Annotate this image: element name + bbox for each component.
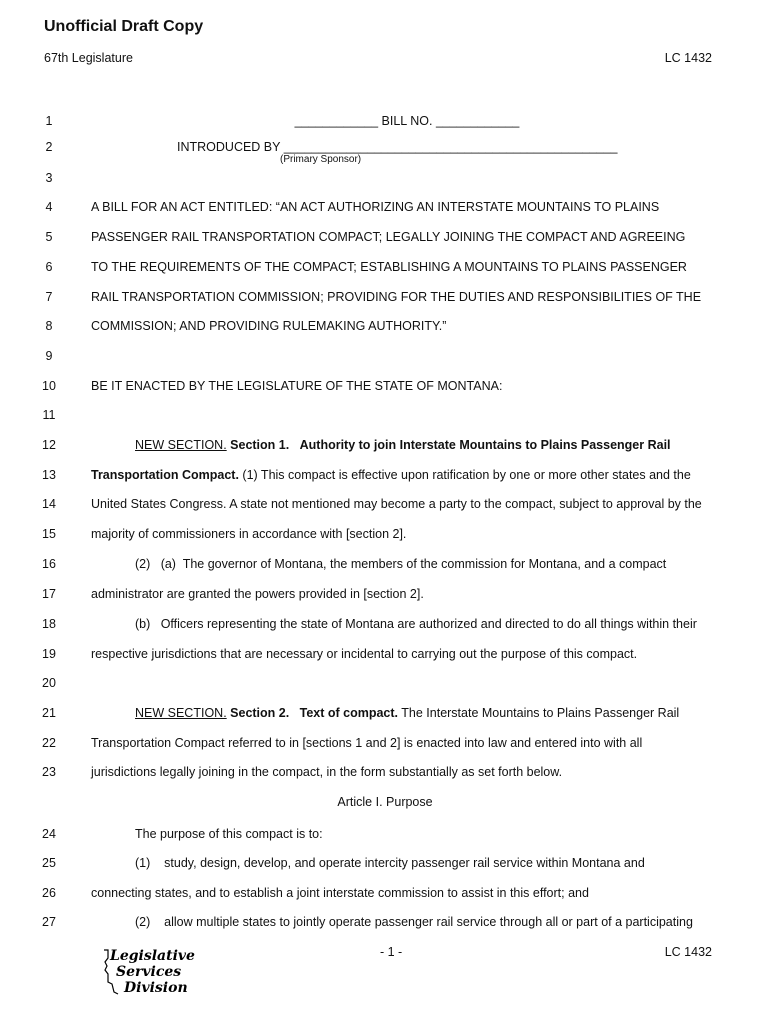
- logo-word-legislative: Legislative: [110, 948, 195, 964]
- line-number: 16: [42, 557, 56, 571]
- section-1-heading: [91, 435, 712, 455]
- line-11: [0, 405, 770, 425]
- line-8: [0, 316, 770, 336]
- line-20: [0, 673, 770, 693]
- line-text: connecting states, and to establish a joint interstate commission to assist in this effort; and: [91, 886, 589, 900]
- line-9: [0, 346, 770, 366]
- line-text: A BILL FOR AN ACT ENTITLED: “AN ACT AUTHORIZING AN INTERSTATE MOUNTAINS TO PLAINS: [91, 200, 660, 214]
- line-text: administrator are granted the powers provided in [section 2].: [91, 587, 424, 601]
- line-23: [0, 762, 770, 782]
- line-14: [0, 494, 770, 514]
- line-16: [0, 554, 770, 574]
- legislative-services-logo: [100, 948, 195, 1000]
- line-19: [0, 644, 770, 664]
- line-10: [0, 376, 770, 396]
- document-title: Unofficial Draft Copy: [44, 18, 204, 35]
- line-number: 6: [45, 260, 53, 274]
- line-number: 22: [42, 736, 56, 750]
- line-13: [0, 465, 770, 485]
- new-section-label: NEW SECTION.: [135, 706, 227, 720]
- line-27: [0, 912, 770, 932]
- line-number: 19: [42, 647, 56, 661]
- line-text: RAIL TRANSPORTATION COMMISSION; PROVIDING FOR THE DUTIES AND RESPONSIBILITIES OF THE: [91, 290, 702, 304]
- line-text: PASSENGER RAIL TRANSPORTATION COMPACT; LEGALLY JOINING THE COMPACT AND AGREEING: [91, 230, 686, 244]
- line-2: [0, 137, 770, 157]
- line-25: [0, 853, 770, 873]
- line-18: [0, 614, 770, 634]
- line-text: The purpose of this compact is to:: [135, 827, 323, 841]
- introduced-by-line: INTRODUCED BY ________________________________________________: [177, 140, 618, 154]
- logo-word-division: Division: [124, 980, 188, 996]
- line-text: Transportation Compact referred to in [sections 1 and 2] is enacted into law and entered into with all: [91, 736, 643, 750]
- line-text: COMMISSION; AND PROVIDING RULEMAKING AUTHORITY.”: [91, 319, 447, 333]
- line-text-body: The Interstate Mountains to Plains Passenger Rail: [398, 706, 680, 720]
- line-21: [0, 703, 770, 723]
- line-number: 1: [45, 114, 53, 128]
- line-number: 7: [45, 290, 53, 304]
- line-number: 4: [45, 200, 53, 214]
- line-text-body: (1) This compact is effective upon ratification by one or more other states and the: [238, 468, 691, 482]
- line-15: [0, 524, 770, 544]
- line-text: (2) allow multiple states to jointly operate passenger rail service through all or part of a participating: [135, 915, 693, 929]
- article-heading: Article I. Purpose: [337, 795, 433, 809]
- line-number: 25: [42, 856, 56, 870]
- line-number: 9: [45, 349, 53, 363]
- line-text: (2) (a) The governor of Montana, the members of the commission for Montana, and a compact: [135, 557, 667, 571]
- logo-wordmark: [110, 948, 195, 996]
- line-1: [0, 111, 770, 131]
- line-text: (b) Officers representing the state of Montana are authorized and directed to do all things within their: [135, 617, 697, 631]
- line-number: 15: [42, 527, 56, 541]
- line-number: 26: [42, 886, 56, 900]
- line-5: [0, 227, 770, 247]
- line-22: [0, 733, 770, 753]
- line-text: [91, 465, 712, 485]
- line-text: jurisdictions legally joining in the compact, in the form substantially as set forth below.: [91, 765, 563, 779]
- bill-number-line: ____________ BILL NO. ____________: [294, 114, 520, 128]
- section-number: Section 1.: [230, 438, 290, 452]
- line-number: 3: [45, 171, 53, 185]
- line-number: 20: [42, 676, 56, 690]
- line-text: (1) study, design, develop, and operate intercity passenger rail service within Montana and: [135, 856, 645, 870]
- line-text: United States Congress. A state not mentioned may become a party to the compact, subject to approval by the: [91, 497, 702, 511]
- line-number: 5: [45, 230, 53, 244]
- line-24: [0, 824, 770, 844]
- line-number: 13: [42, 468, 56, 482]
- section-2-heading: [91, 703, 712, 723]
- section-title: Text of compact.: [299, 706, 399, 720]
- line-number: 18: [42, 617, 56, 631]
- line-number: 24: [42, 827, 56, 841]
- lc-number-header: LC 1432: [664, 51, 712, 65]
- line-text: respective jurisdictions that are necessary or incidental to carrying out the purpose of this compact.: [91, 647, 638, 661]
- line-12: [0, 435, 770, 455]
- section-number: Section 2.: [230, 706, 290, 720]
- line-number: 14: [42, 497, 56, 511]
- line-number: 8: [45, 319, 53, 333]
- line-3: [0, 168, 770, 188]
- lc-number-footer: LC 1432: [664, 945, 712, 959]
- line-number: 11: [42, 408, 56, 422]
- logo-word-services: Services: [116, 964, 182, 980]
- line-text: TO THE REQUIREMENTS OF THE COMPACT; ESTABLISHING A MOUNTAINS TO PLAINS PASSENGER: [91, 260, 687, 274]
- line-number: 23: [42, 765, 56, 779]
- section-title-cont: Transportation Compact.: [91, 468, 239, 482]
- line-number: 27: [42, 915, 56, 929]
- line-number: 10: [42, 379, 56, 393]
- line-26: [0, 883, 770, 903]
- new-section-label: NEW SECTION.: [135, 438, 227, 452]
- line-4: [0, 197, 770, 217]
- line-6: [0, 257, 770, 277]
- line-17: [0, 584, 770, 604]
- line-number: 12: [42, 438, 56, 452]
- line-text: majority of commissioners in accordance with [section 2].: [91, 527, 407, 541]
- line-number: 21: [42, 706, 56, 720]
- enacting-clause: BE IT ENACTED BY THE LEGISLATURE OF THE STATE OF MONTANA:: [91, 379, 503, 393]
- primary-sponsor-label: (Primary Sponsor): [280, 154, 362, 165]
- page-number: - 1 -: [380, 945, 403, 959]
- line-7: [0, 287, 770, 307]
- line-number: 17: [42, 587, 56, 601]
- section-title: Authority to join Interstate Mountains to Plains Passenger Rail: [299, 438, 671, 452]
- legislature-label: 67th Legislature: [44, 51, 133, 65]
- line-number: 2: [45, 140, 53, 154]
